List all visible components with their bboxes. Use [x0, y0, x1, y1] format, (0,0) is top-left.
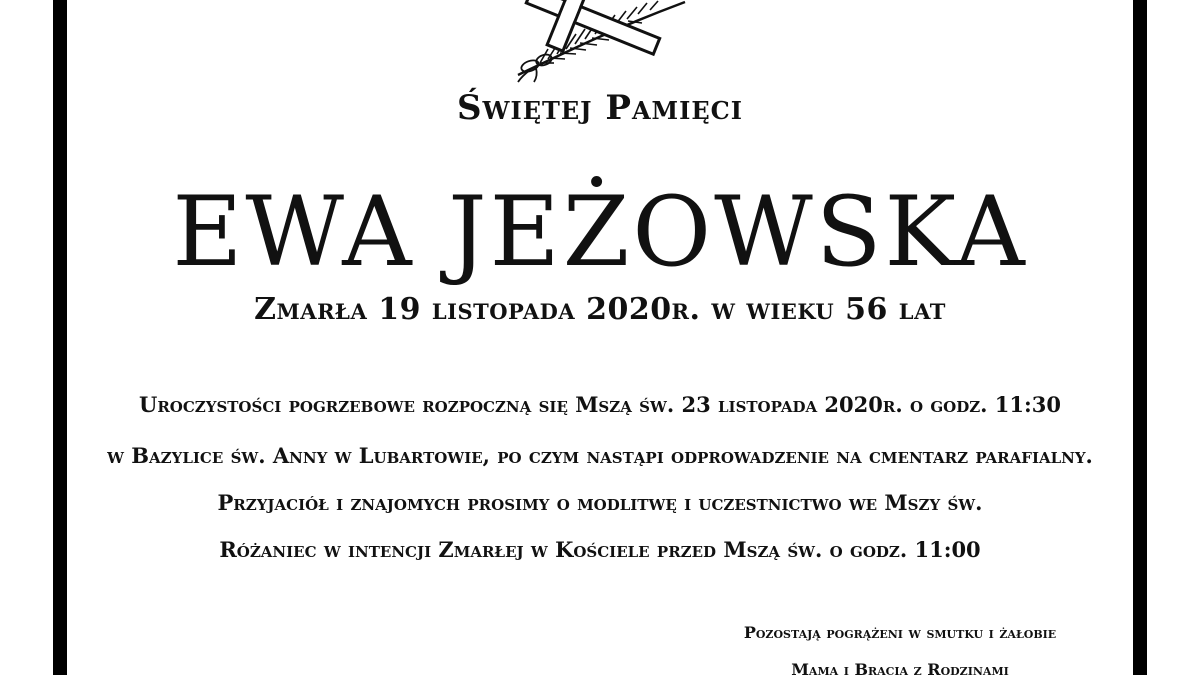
death-date-line: Zmarła 19 listopada 2020r. w wieku 56 lat — [254, 292, 946, 327]
notice-heading: Świętej Pamięci — [457, 88, 743, 128]
rosary-line: Różaniec w intencji Zmarłej w Kościele przed Mszą św. o godz. 11:00 — [219, 537, 981, 562]
basilica-line: w Bazylice św. Anny w Lubartowie, po czym nastąpi odprowadzenie na cmentarz parafialny. — [107, 443, 1093, 468]
cross-with-palm-branch-icon — [500, 0, 700, 85]
deceased-name: EWA JEŻOWSKA — [172, 176, 1028, 288]
funeral-mass-line: Uroczystości pogrzebowe rozpoczną się Mszą św. 23 listopada 2020r. o godz. 11:30 — [139, 392, 1061, 417]
mourners-line: Pozostają pogrążeni w smutku i żałobie — [743, 623, 1057, 642]
family-signature: Mama i Bracia z Rodzinami — [791, 660, 1009, 675]
invitation-line: Przyjaciół i znajomych prosimy o modlitwę i uczestnictwo we Mszy św. — [217, 490, 983, 515]
